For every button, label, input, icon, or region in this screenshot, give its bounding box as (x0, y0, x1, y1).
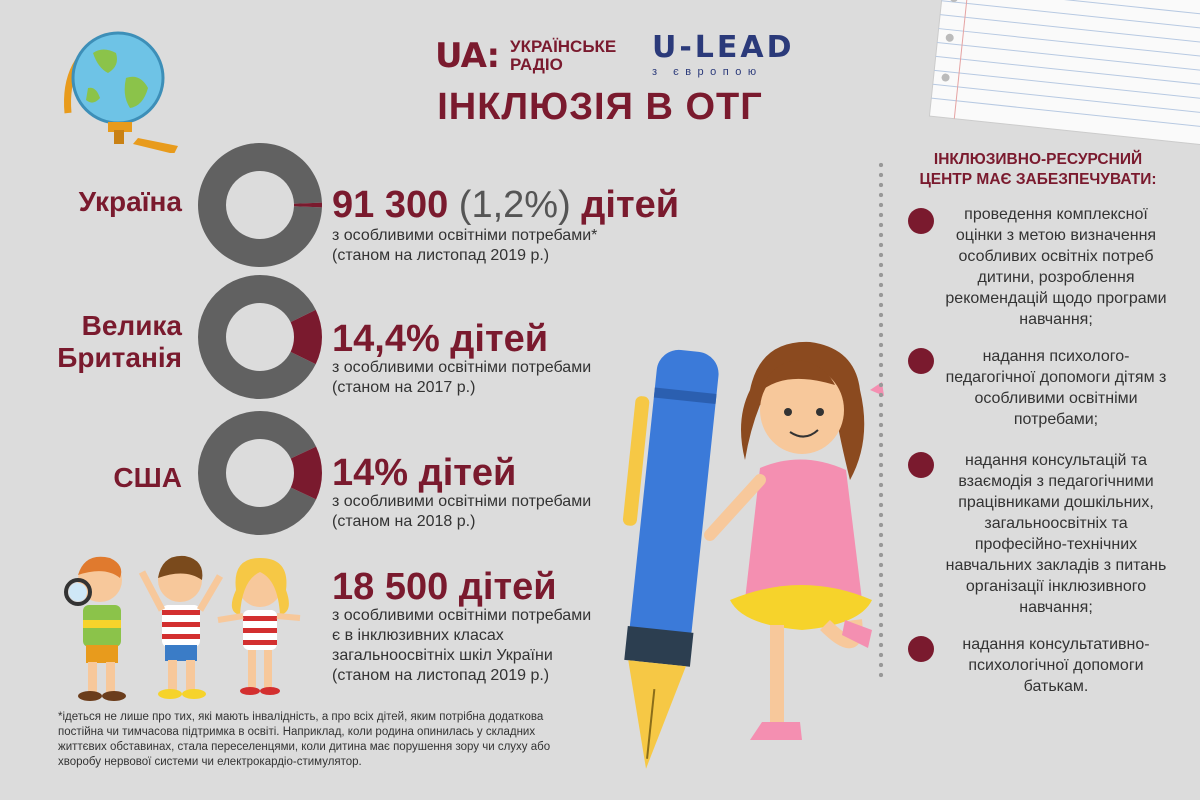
stat-inclusive-line2: є в інклюзивних класах (332, 627, 504, 644)
item3-line5: професійно-технічних (974, 536, 1138, 553)
stat-usa-line1: з особливими освітніми потребами (332, 493, 592, 510)
item3-line6: навчальних закладів з питань (945, 557, 1167, 574)
item1-line5: рекомендацій щодо програми (945, 290, 1167, 307)
country-label-gb-line1: Велика (81, 310, 182, 341)
resource-center-item-2 (936, 346, 1176, 430)
item3-line2: взаємодія з педагогічними (958, 473, 1154, 490)
stat-usa-line2: (станом на 2018 р.) (332, 513, 476, 530)
stat-inclusive-line1: з особливими освітніми потребами (332, 607, 592, 624)
item2-line3: особливими освітніми (974, 390, 1138, 407)
item4-line3: батькам. (1023, 678, 1089, 695)
item2-line1: надання психолого- (982, 348, 1130, 365)
stat-inclusive-line4: (станом на листопад 2019 р.) (332, 667, 550, 684)
donut-chart-ukraine (195, 140, 325, 270)
item1-line2: оцінки з метою визначення (955, 227, 1157, 244)
footnote (58, 710, 618, 770)
item4-line1: надання консультативно- (962, 636, 1150, 653)
country-label-ukraine: Україна (78, 186, 182, 217)
item2-line2: педагогічної допомоги дітям з (945, 369, 1167, 386)
stat-gb-line1: з особливими освітніми потребами (332, 359, 592, 376)
stat-ukraine-desc (332, 226, 597, 266)
stat-gb-headline: 14,4% дітей (332, 318, 549, 360)
item3-line7: організації інклюзивного (965, 578, 1147, 595)
item3-line1: надання консультацій та (965, 452, 1147, 469)
stat-ukraine-line1: з особливими освітніми потребами* (332, 227, 598, 244)
country-label-gb-line2: Британія (57, 342, 182, 373)
resource-center-item-1 (936, 204, 1176, 330)
ulead-logo: U-LEAD (652, 30, 795, 65)
item3-line8: навчання; (1019, 599, 1093, 616)
item1-line4: дитини, розроблення (977, 269, 1135, 286)
ua-radio-logo-mark: UA: (435, 36, 500, 76)
resource-center-title-line2: ЦЕНТР МАЄ ЗАБЕЗПЕЧУВАТИ: (919, 171, 1157, 188)
stat-ukraine-headline (332, 184, 679, 227)
item3-line4: загальноосвітніх та (984, 515, 1128, 532)
stat-inclusive-line3: загальноосвітніх шкіл України (332, 647, 553, 664)
ulead-logo-subtitle: з європою (652, 66, 763, 78)
bullet-icon (908, 636, 934, 662)
stat-ukraine-number: 91 300 (332, 184, 449, 226)
footnote-line4: хворобу нервової системи чи електрокардіо-стимулятор. (58, 756, 362, 768)
item1-line3: особливих освітніх потреб (958, 248, 1154, 265)
stat-usa-desc (332, 492, 591, 532)
bullet-icon (908, 208, 934, 234)
stat-ukraine-line2: (станом на листопад 2019 р.) (332, 247, 550, 264)
item4-line2: психологічної допомоги (968, 657, 1144, 674)
donut-chart-usa (195, 408, 325, 538)
stat-inclusive-desc (332, 606, 591, 686)
ua-radio-logo-line2: РАДІО (510, 55, 563, 74)
country-label-great-britain (12, 310, 182, 374)
bullet-icon (908, 452, 934, 478)
footnote-line3: життєвих обставинах, стала переселенцями, коли дитина має порушення зору чи слуху або (58, 741, 551, 753)
resource-center-title-line1: ІНКЛЮЗИВНО-РЕСУРСНИЙ (933, 151, 1143, 168)
item2-line4: потребами; (1013, 411, 1099, 428)
resource-center-title (908, 150, 1168, 190)
stat-gb-line2: (станом на 2017 р.) (332, 379, 476, 396)
footnote-line1: *ідеться не лише про тих, які мають інвалідність, а про всіх дітей, яким потрібна додаткова (58, 711, 544, 723)
resource-center-item-4 (936, 634, 1176, 697)
country-label-usa: США (113, 462, 182, 493)
stat-ukraine-percent: (1,2%) (458, 184, 571, 226)
page-title: ІНКЛЮЗІЯ В ОТГ (437, 86, 763, 128)
ua-radio-logo-text (510, 38, 616, 74)
dotted-divider (878, 160, 884, 680)
footnote-line2: постійна чи тимчасова підтримка в освіті. Наприклад, коли родина опинилась у складних (58, 726, 536, 738)
ua-radio-logo-line1: УКРАЇНСЬКЕ (510, 37, 617, 56)
stat-inclusive-headline: 18 500 дітей (332, 566, 557, 608)
bullet-icon (908, 348, 934, 374)
item1-line6: навчання; (1019, 311, 1093, 328)
stat-ukraine-unit: дітей (581, 184, 680, 226)
item1-line1: проведення комплексної (964, 206, 1148, 223)
resource-center-item-3 (936, 450, 1176, 618)
donut-chart-great-britain (195, 272, 325, 402)
stat-gb-desc (332, 358, 591, 398)
item3-line3: працівниками дошкільних, (958, 494, 1154, 511)
children-illustration (50, 550, 310, 705)
girl-with-pen-illustration (610, 330, 890, 790)
stat-usa-headline: 14% дітей (332, 452, 517, 494)
